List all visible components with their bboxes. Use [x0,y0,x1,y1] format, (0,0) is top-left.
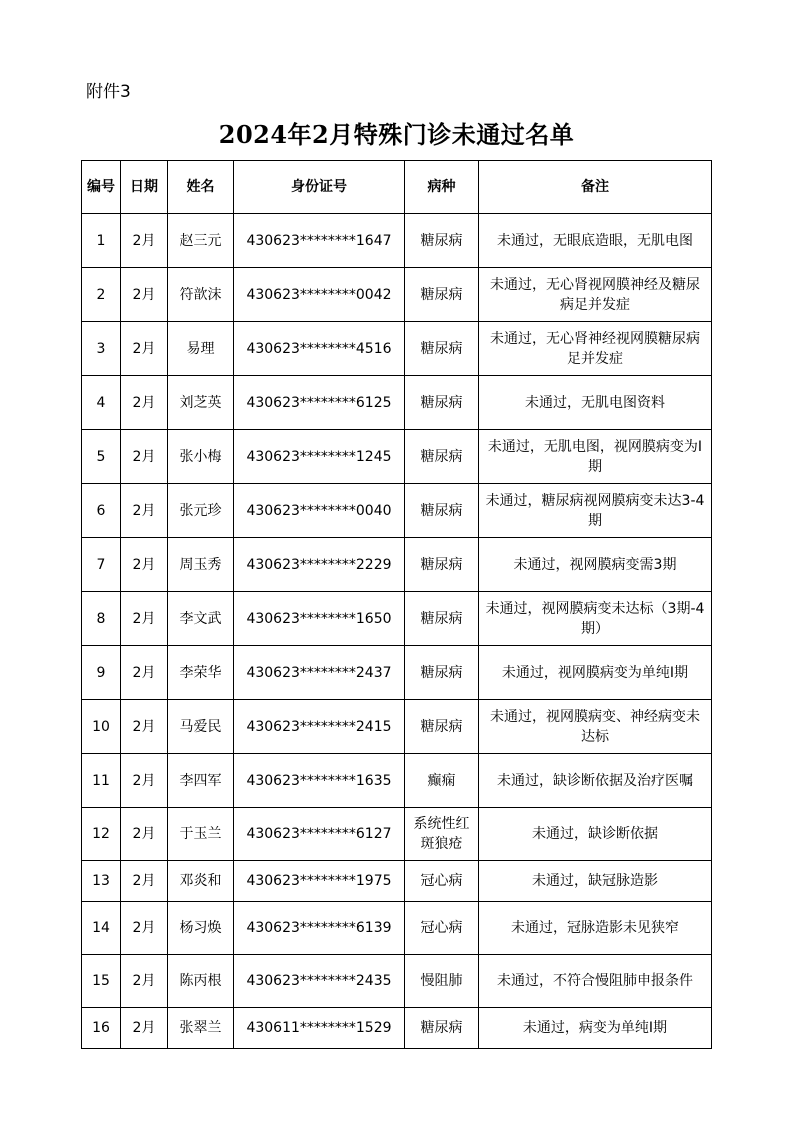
rejection-table [81,160,712,1049]
cell-no: 4 [82,376,121,430]
cell-disease: 糖尿病 [405,484,479,538]
cell-id-number: 430623********6127 [234,808,405,861]
cell-no: 6 [82,484,121,538]
cell-no: 11 [82,754,121,808]
cell-disease: 糖尿病 [405,214,479,268]
cell-date: 2月 [121,376,168,430]
header-note: 备注 [479,161,712,214]
cell-date: 2月 [121,700,168,754]
cell-disease: 糖尿病 [405,322,479,376]
cell-disease: 系统性红斑狼疮 [405,808,479,861]
cell-date: 2月 [121,902,168,955]
cell-id-number: 430623********0040 [234,484,405,538]
cell-note: 未通过，无眼底造眼，无肌电图 [479,214,712,268]
cell-no: 15 [82,955,121,1008]
table-row [82,592,712,646]
cell-name: 马爱民 [168,700,234,754]
cell-id-number: 430611********1529 [234,1008,405,1049]
cell-id-number: 430623********4516 [234,322,405,376]
cell-no: 2 [82,268,121,322]
cell-no: 13 [82,861,121,902]
cell-disease: 糖尿病 [405,592,479,646]
cell-note: 未通过，视网膜病变为单纯Ⅰ期 [479,646,712,700]
cell-no: 3 [82,322,121,376]
cell-id-number: 430623********1647 [234,214,405,268]
cell-note: 未通过，无肌电图资料 [479,376,712,430]
cell-id-number: 430623********2415 [234,700,405,754]
cell-name: 李荣华 [168,646,234,700]
cell-no: 5 [82,430,121,484]
cell-date: 2月 [121,955,168,1008]
cell-note: 未通过，无心肾神经视网膜糖尿病足并发症 [479,322,712,376]
cell-name: 符歆沫 [168,268,234,322]
cell-no: 10 [82,700,121,754]
table-row [82,214,712,268]
cell-date: 2月 [121,214,168,268]
header-date: 日期 [121,161,168,214]
cell-date: 2月 [121,484,168,538]
cell-date: 2月 [121,808,168,861]
cell-note: 未通过，视网膜病变未达标（3期-4期） [479,592,712,646]
table-row [82,955,712,1008]
cell-disease: 冠心病 [405,861,479,902]
attachment-label: 附件3 [86,82,131,102]
cell-name: 李文武 [168,592,234,646]
cell-name: 张小梅 [168,430,234,484]
table-row [82,754,712,808]
cell-id-number: 430623********6125 [234,376,405,430]
table-row [82,430,712,484]
cell-date: 2月 [121,538,168,592]
cell-id-number: 430623********1245 [234,430,405,484]
cell-no: 12 [82,808,121,861]
cell-id-number: 430623********2437 [234,646,405,700]
header-disease: 病种 [405,161,479,214]
cell-note: 未通过，缺冠脉造影 [479,861,712,902]
table-row [82,861,712,902]
header-name: 姓名 [168,161,234,214]
cell-note: 未通过，不符合慢阻肺申报条件 [479,955,712,1008]
cell-note: 未通过，冠脉造影未见狭窄 [479,902,712,955]
cell-date: 2月 [121,1008,168,1049]
table-row [82,646,712,700]
cell-note: 未通过，糖尿病视网膜病变未达3-4期 [479,484,712,538]
cell-id-number: 430623********1650 [234,592,405,646]
cell-id-number: 430623********2229 [234,538,405,592]
cell-disease: 糖尿病 [405,646,479,700]
cell-id-number: 430623********2435 [234,955,405,1008]
cell-disease: 冠心病 [405,902,479,955]
cell-name: 刘芝英 [168,376,234,430]
table-row [82,1008,712,1049]
cell-disease: 慢阻肺 [405,955,479,1008]
cell-id-number: 430623********0042 [234,268,405,322]
table-row [82,268,712,322]
page-title: 2024年2月特殊门诊未通过名单 [218,120,575,149]
cell-name: 赵三元 [168,214,234,268]
cell-disease: 糖尿病 [405,538,479,592]
cell-id-number: 430623********1975 [234,861,405,902]
cell-note: 未通过，缺诊断依据及治疗医嘱 [479,754,712,808]
cell-id-number: 430623********1635 [234,754,405,808]
cell-date: 2月 [121,861,168,902]
cell-disease: 糖尿病 [405,430,479,484]
table-row [82,808,712,861]
cell-name: 周玉秀 [168,538,234,592]
cell-note: 未通过，缺诊断依据 [479,808,712,861]
cell-note: 未通过，无肌电图，视网膜病变为Ⅰ期 [479,430,712,484]
header-no: 编号 [82,161,121,214]
cell-disease: 糖尿病 [405,1008,479,1049]
table-header-row [82,161,712,214]
cell-no: 16 [82,1008,121,1049]
cell-no: 8 [82,592,121,646]
cell-name: 张元珍 [168,484,234,538]
header-id-number: 身份证号 [234,161,405,214]
cell-id-number: 430623********6139 [234,902,405,955]
cell-note: 未通过，病变为单纯Ⅰ期 [479,1008,712,1049]
cell-date: 2月 [121,592,168,646]
table-row [82,538,712,592]
table-row [82,700,712,754]
cell-name: 杨习焕 [168,902,234,955]
cell-note: 未通过，无心肾视网膜神经及糖尿病足并发症 [479,268,712,322]
cell-no: 14 [82,902,121,955]
cell-date: 2月 [121,268,168,322]
cell-disease: 癫痫 [405,754,479,808]
cell-date: 2月 [121,322,168,376]
cell-disease: 糖尿病 [405,268,479,322]
cell-date: 2月 [121,754,168,808]
cell-no: 1 [82,214,121,268]
table-row [82,322,712,376]
cell-name: 于玉兰 [168,808,234,861]
cell-name: 陈丙根 [168,955,234,1008]
cell-note: 未通过，视网膜病变、神经病变未达标 [479,700,712,754]
table-row [82,376,712,430]
table-row [82,484,712,538]
cell-disease: 糖尿病 [405,700,479,754]
cell-name: 张翠兰 [168,1008,234,1049]
cell-name: 易理 [168,322,234,376]
cell-disease: 糖尿病 [405,376,479,430]
cell-name: 李四军 [168,754,234,808]
cell-date: 2月 [121,646,168,700]
cell-no: 9 [82,646,121,700]
cell-note: 未通过，视网膜病变需3期 [479,538,712,592]
cell-name: 邓炎和 [168,861,234,902]
cell-no: 7 [82,538,121,592]
cell-date: 2月 [121,430,168,484]
table-row [82,902,712,955]
